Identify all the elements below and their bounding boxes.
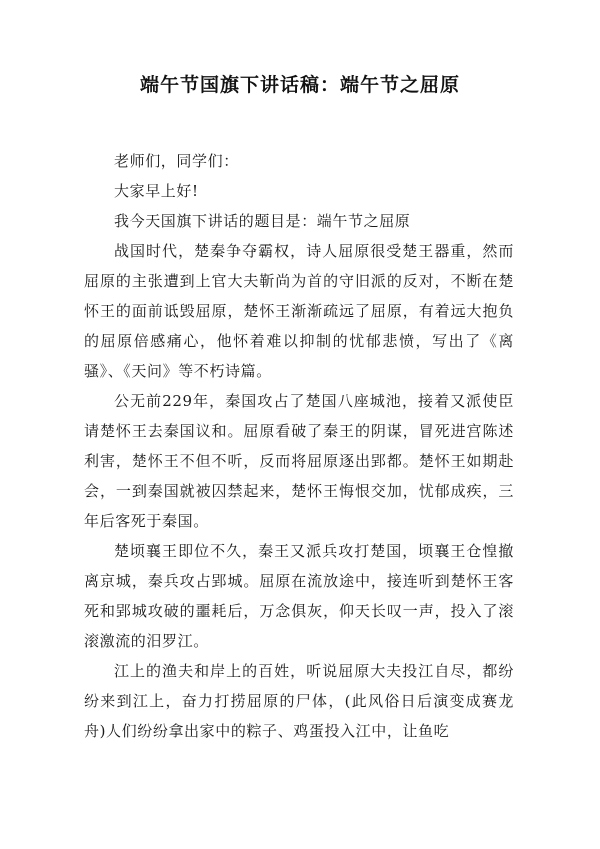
paragraph-warring-states: 战国时代，楚秦争夺霸权，诗人屈原很受楚王器重，然而屈原的主张遭到上官大夫靳尚为首的守旧派的反对，不断在楚怀王的面前诋毁屈原，楚怀王渐渐疏远了屈原，有着远大抱负的屈原倍感痛心，他怀着难以抑制的忧郁悲愤，写出了《离骚》、《天问》等不朽诗篇。: [84, 242, 514, 380]
paragraph-fishermen: 江上的渔夫和岸上的百姓，听说屈原大夫投江自尽，都纷纷来到江上，奋力打捞屈原的尸体，(此风俗日后演变成赛龙舟)人们纷纷拿出家中的粽子、鸡蛋投入江中，让鱼吃: [84, 662, 514, 740]
paragraph-topic: 我今天国旗下讲话的题目是：端午节之屈原: [114, 212, 411, 230]
paragraph-229bc: 公无前229年，秦国攻占了楚国八座城池，接着又派使臣请楚怀王去秦国议和。屈原看破了秦王的阴谋，冒死进宫陈述利害，楚怀王不但不听，反而将屈原逐出郢都。楚怀王如期赴会，一到秦国就被囚禁起来，楚怀王悔恨交加，忧郁成疾，三年后客死于秦国。: [84, 392, 514, 530]
paragraph-qingxiang: 楚顷襄王即位不久，秦王又派兵攻打楚国，顷襄王仓惶撤离京城，秦兵攻占郢城。屈原在流放途中，接连听到楚怀王客死和郢城攻破的噩耗后，万念俱灰，仰天长叹一声，投入了滚滚激流的汨罗江。: [84, 542, 514, 650]
paragraph-good-morning: 大家早上好!: [114, 182, 199, 200]
paragraph-greeting: 老师们，同学们：: [114, 152, 239, 170]
document-body: [84, 146, 514, 746]
document-title: 端午节国旗下讲话稿：端午节之屈原: [139, 74, 460, 96]
